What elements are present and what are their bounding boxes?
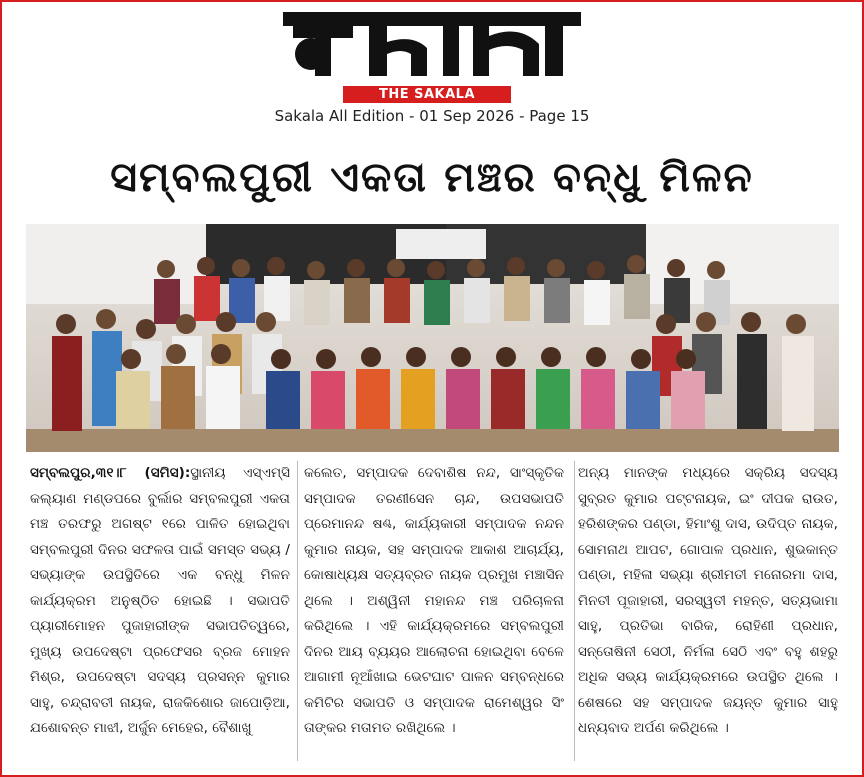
article-body xyxy=(30,461,838,761)
logo-subtitle: THE SAKALA xyxy=(343,86,511,103)
article-headline: ସମ୍ବଲପୁରୀ ଏକତା ମଞ୍ଚର ବନ୍ଧୁ ମିଳନ xyxy=(110,153,754,201)
article-column-2 xyxy=(304,461,564,761)
column-divider xyxy=(297,461,298,761)
sakala-logo xyxy=(283,6,581,90)
article-column-3 xyxy=(578,461,838,761)
dateline: ସମ୍ବଲପୁର,୩୧।୮ (ସମିସ): xyxy=(30,465,191,481)
masthead xyxy=(0,0,864,130)
column-1-text: ସ୍ଥାନୀୟ ଏସ୍‌ଏମ୍‌ସି କଲ୍ୟାଣ ମଣ୍ଡପରେ ବୁର୍ଲାର ସମ୍ବଲପୁରୀ ଏକତା ମଞ୍ଚ ତରଫରୁ ଅଗଷ୍ଟ ୧ରେ ପାଳିତ ହୋଇଥିବା ସମ୍ବଲପୁରୀ ଦିନର ସଫଳତା ପାଇଁ ସମସ୍ତ ସଭ୍ୟ /ସଭ୍ୟାଙ୍କ ଉପସ୍ଥିତିରେ ଏକ ବନ୍ଧୁ ମିଳନ କାର୍ଯ୍ୟକ୍ରମ ଅନୁଷ୍ଠିତ ହୋଇଛି । ସଭାପତି ପ୍ୟାରୀମୋହନ ପୁଜାହାରୀଙ୍କ ସଭାପତିତ୍ୱରେ, ମୁଖ୍ୟ ଉପଦେଷ୍ଟା ପ୍ରଫେସର ବ୍ରଜ ମୋହନ ମିଶ୍ର, ଉପଦେଷ୍ଟା ସଦସ୍ୟ ପ୍ରସନ୍ନ କୁମାର ସାହୁ, ଚନ୍ଦ୍ରାବତୀ ନାୟକ, ରାଜକିଶୋର ଜାପୋଡ଼ିଆ, ଯଶୋବନ୍ତ ମାଝୀ, ଅର୍ଜୁନ ମେହେର, ବୈଶାଖୁ xyxy=(30,465,290,736)
group-photo xyxy=(26,224,839,452)
column-divider xyxy=(574,461,575,761)
column-3-text: ଅନ୍ୟ ମାନଙ୍କ ମଧ୍ୟରେ ସକ୍ରିୟ ସଦସ୍ୟ ସୁବ୍ରତ କୁମାର ପଟ୍ଟନାୟକ, ଇଂ ଦୀପକ ରାଉତ, ହରିଶଙ୍କର ପଣ୍ଡା, ହିମାଂଶୁ ଦାସ, ଉଦିପ୍ତ ନାୟକ, ସୋମନାଥ ଆପଟ, ଗୋପାଳ ପ୍ରଧାନ, ଶୁଭକାନ୍ତ ପଣ୍ଡା, ମହିଳା ସଭ୍ୟା ଶ୍ରୀମତୀ ମନୋରମା ଦାସ, ମିନତୀ ପୂଜାହାରୀ, ସରସ୍ୱତୀ ମହନ୍ତ, ସତ୍ୟଭାମା ସାହୁ, ପ୍ରତିଭା ବାରିକ, ରୋହିଣୀ ପ୍ରଧାନ, ସନ୍ତୋଷିନୀ ସେଠୀ, ନିର୍ମଳା ସେଠି ଏବଂ ବହୁ ଶହରୁ ଅଧିକ ସଭ୍ୟ କାର୍ଯ୍ୟକ୍ରମରେ ଉପସ୍ଥିତ ଥିଲେ । ଶେଷରେ ସହ ସମ୍ପାଦକ ଜୟନ୍ତ କୁମାର ସାହୁ ଧନ୍ୟବାଦ ଅର୍ପଣ କରିଥିଲେ । xyxy=(578,465,838,736)
edition-line: Sakala All Edition - 01 Sep 2026 - Page 15 xyxy=(274,107,590,125)
column-2-text: କଲେତ, ସମ୍ପାଦକ ଦେବାଶିଷ ନନ୍ଦ, ସାଂସ୍କୃତିକ ସମ୍ପାଦକ ତରଣୀସେନ ଚାନ୍ଦ, ଉପସଭାପତି ପ୍ରେମାନନ୍ଦ ଷଣ୍ଢ, କାର୍ଯ୍ୟକାରୀ ସମ୍ପାଦକ ନନ୍ଦନ କୁମାର ନାୟକ, ସହ ସମ୍ପାଦକ ଆକାଶ ଆଚାର୍ଯ୍ୟ, କୋଷାଧ୍ୟକ୍ଷ ସତ୍ୟବ୍ରତ ନାୟକ ପ୍ରମୁଖ ମଞ୍ଚାସିନ ଥିଲେ । ଅଶ୍ୱିନୀ ମହାନନ୍ଦ ମଞ୍ଚ ପରିଚାଳନା କରିଥିଲେ । ଏହି କାର୍ଯ୍ୟକ୍ରମରେ ସମ୍ବଲପୁରୀ ଦିନର ଆୟ ବ୍ୟୟର ଆଲୋଚନା ହୋଇଥିବା ବେଳେ ଆଗାମୀ ନୂଆଁଖାଇ ଭେଟଘାଟ ପାଳନ ସମ୍ବନ୍ଧରେ କମିଟିର ସଭାପତି ଓ ସମ୍ପାଦକ ରାମେଶ୍ୱର ସିଂ ତାଙ୍କର ମତାମତ ରଖିଥିଲେ । xyxy=(304,465,564,736)
people-back-row xyxy=(154,255,730,325)
article-column-1 xyxy=(30,461,290,761)
